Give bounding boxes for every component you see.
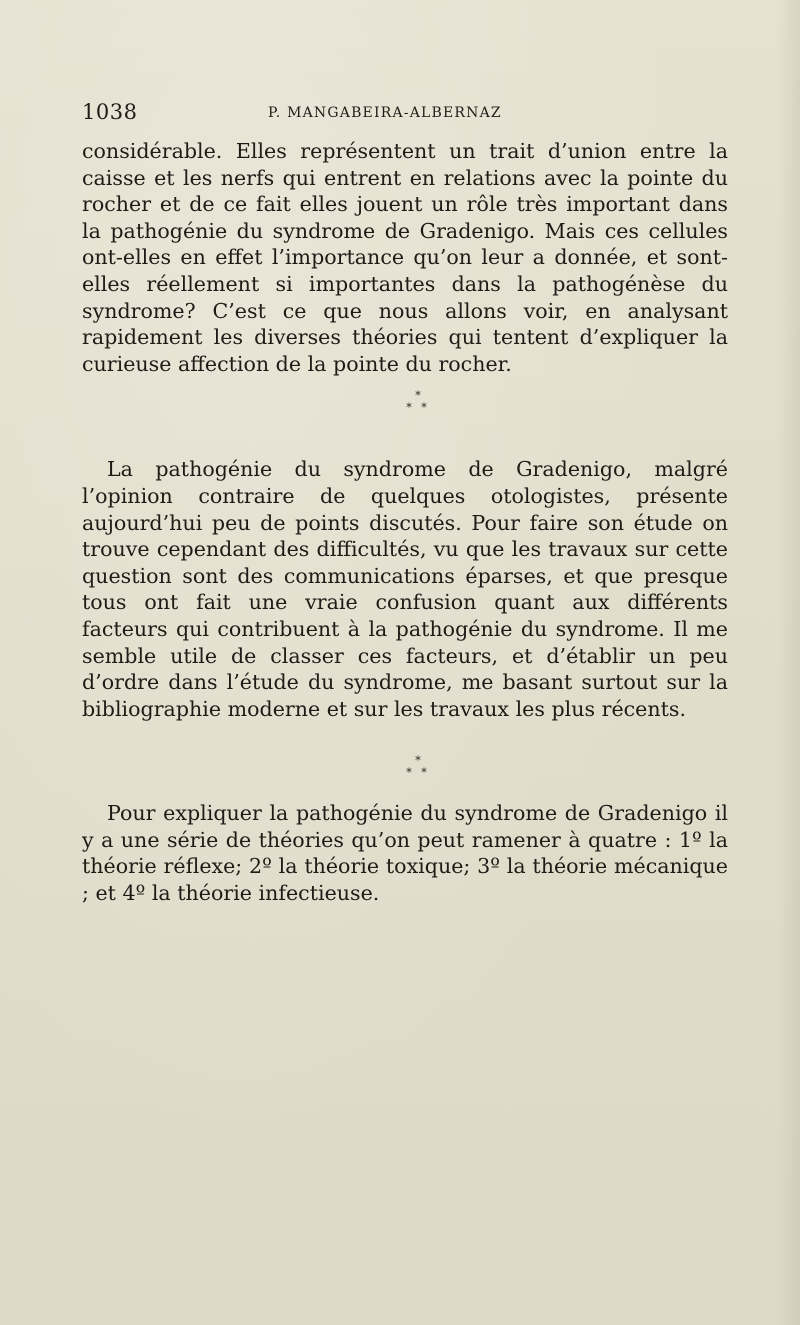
- page-edge-shadow: [778, 0, 800, 1325]
- paragraph-continued: considérable. Elles représentent un trait d’union entre la caisse et les nerfs qui entrent en relations avec la pointe du rocher et de ce fait elles jouent un rôle très important dans la pathogénie du syndrome de Gradenigo. Mais ces cellules ont-elles en effet l’importance qu’on leur a donnée, et sont-elles réellement si importantes dans la pathogénèse du syndrome? C’est ce que nous allons voir, en analysant rapidement les diverses théories qui tentent d’expliquer la curieuse affection de la pointe du rocher.: [82, 139, 728, 376]
- asterism-star-top: *: [415, 754, 421, 768]
- section-asterism-1: [82, 383, 728, 423]
- page-number: 1038: [82, 100, 138, 124]
- body-text: [82, 138, 728, 907]
- section-asterism-2: [82, 748, 728, 788]
- asterism-star-top: *: [415, 389, 421, 403]
- asterism-star-bottom: * *: [406, 766, 430, 780]
- asterism-star-bottom: * *: [406, 401, 430, 415]
- author-running-title: P. MANGABEIRA-ALBERNAZ: [268, 105, 502, 121]
- paragraph-pathogenie: La pathogénie du syndrome de Gradenigo, malgré l’opinion contraire de quelques otologistes, présente aujourd’hui peu de points discutés. Pour faire son étude on trouve cependant des difficultés, vu que les travaux sur cette question sont des communications éparses, et que presque tous ont fait une vraie confusion quant aux différents facteurs qui contribuent à la pathogénie du syndrome. Il me semble utile de classer ces facteurs, et d’établir un peu d’ordre dans l’étude du syndrome, me basant surtout sur la bibliographie moderne et sur les travaux les plus récents.: [82, 457, 728, 721]
- running-head: [82, 100, 728, 130]
- paragraph-theories: Pour expliquer la pathogénie du syndrome de Gradenigo il y a une série de théories qu’on peut ramener à quatre : 1º la théorie réflexe; 2º la théorie toxique; 3º la théorie mécanique ; et 4º la théorie infectieuse.: [82, 801, 728, 906]
